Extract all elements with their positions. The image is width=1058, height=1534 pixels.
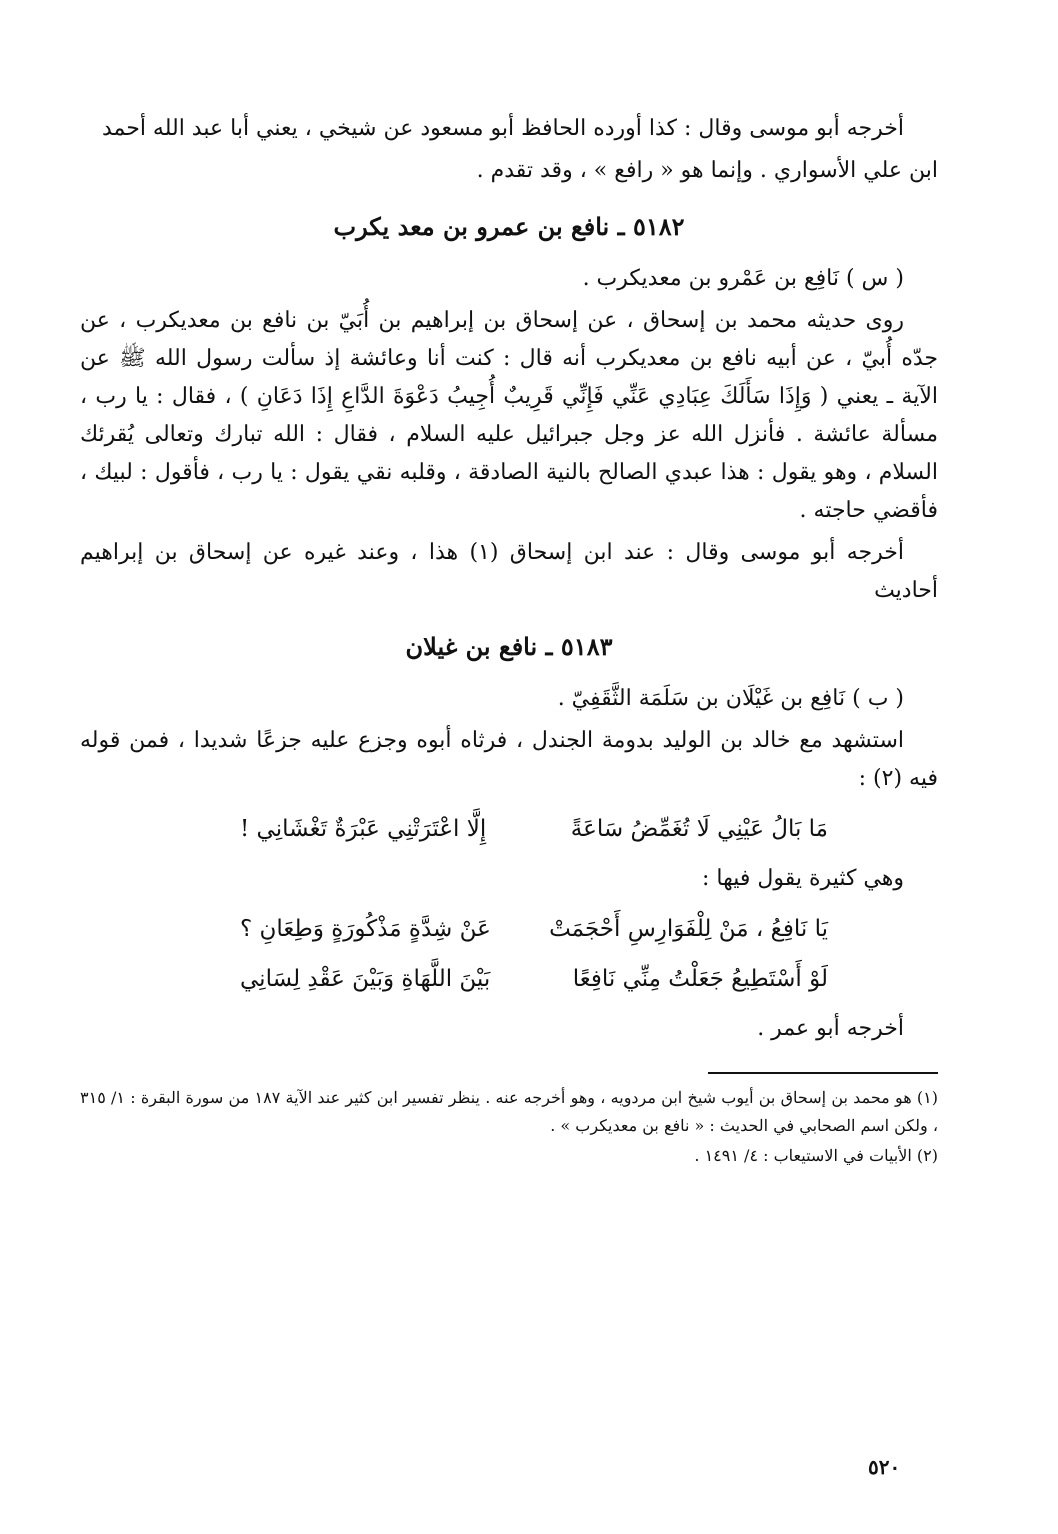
verse-bridge-text: وهي كثيرة يقول فيها : bbox=[702, 866, 904, 891]
intro-line-2: ابن علي الأسواري . وإنما هو « رافع » ، وقد تقدم . bbox=[476, 158, 938, 183]
footnote-1: (١) هو محمد بن إسحاق بن أيوب شيخ ابن مردويه ، وهو أخرجه عنه . ينظر تفسير ابن كثير عند الآية ١٨٧ من سورة البقرة : ١/ ٣١٥ ، ولكن اسم الصحابي في الحديث : « نافع بن معديكرب » . bbox=[80, 1088, 938, 1135]
entry-5183-heading: ٥١٨٣ ـ نافع بن غيلان bbox=[405, 632, 613, 661]
verse-2 bbox=[80, 910, 938, 948]
verse-3-first-hemistich: لَوْ أَسْتَطِيعُ جَعَلْتُ مِنِّي نَافِعًا bbox=[572, 966, 828, 992]
verse-1-second-hemistich: إِلَّا اعْتَرَتْنِي عَبْرَةٌ تَغْشَانِي ! bbox=[240, 816, 487, 842]
verse-3 bbox=[80, 960, 938, 998]
intro-line-1: أخرجه أبو موسى وقال : كذا أورده الحافظ أبو مسعود عن شيخي ، يعني أبا عبد الله أحمد bbox=[101, 116, 904, 141]
entry-5182-body: روى حديثه محمد بن إسحاق ، عن إسحاق بن إبراهيم بن أُبَيّ بن نافع بن معديكرب ، عن جدّه أُبيّ ، عن أبيه نافع بن معديكرب أنه قال : كنت أنا وعائشة إذ سألت رسول الله ﷺ عن الآية ـ يعني ( وَإِذَا سَأَلَكَ عِبَادِي عَنِّي فَإِنِّي قَرِيبٌ أُجِيبُ دَعْوَةَ الدَّاعِ إِذَا دَعَانِ ) ، فقال : يا رب ، مسألة عائشة . فأنزل الله عز وجل جبرائيل عليه السلام ، فقال : الله تبارك وتعالى يُقرئك السلام ، وهو يقول : هذا عبدي الصالح بالنية الصادقة ، وقلبه نقي يقول : يا رب ، فأقول : لبيك ، فأقضي حاجته . bbox=[80, 308, 938, 523]
entry-5183-body: استشهد مع خالد بن الوليد بدومة الجندل ، فرثاه أبوه وجزع عليه جزعًا شديدا ، فمن قوله فيه (٢) : bbox=[80, 728, 938, 791]
verse-3-second-hemistich: بَيْنَ اللَّهَاةِ وَبَيْنَ عَقْدِ لِسَانِي bbox=[240, 966, 491, 992]
entry-5182-heading: ٥١٨٢ ـ نافع بن عمرو بن معد يكرب bbox=[333, 212, 685, 241]
verse-1 bbox=[80, 810, 938, 848]
verse-2-first-hemistich: يَا نَافِعُ ، مَنْ لِلْفَوَارِسِ أَحْجَمَتْ bbox=[549, 916, 828, 942]
footnote-divider bbox=[708, 1072, 938, 1074]
page-number: ٥٢٠ bbox=[868, 1455, 901, 1479]
entry-5183-sigla: ( ب ) نَافِع بن غَيْلَان بن سَلَمَة الثَّقَفِيّ . bbox=[557, 686, 904, 711]
verse-2-second-hemistich: عَنْ شِدَّةٍ مَذْكُورَةٍ وَطِعَانِ ؟ bbox=[240, 916, 491, 942]
entry-5182-sigla: ( س ) نَافِع بن عَمْرو بن معديكرب . bbox=[582, 266, 904, 291]
verse-1-first-hemistich: مَا بَالُ عَيْنِي لَا تُغَمِّضُ سَاعَةً bbox=[570, 816, 828, 842]
footnote-2: (٢) الأبيات في الاستيعاب : ٤/ ١٤٩١ . bbox=[694, 1146, 938, 1165]
entry-5183-closing: أخرجه أبو عمر . bbox=[757, 1016, 904, 1041]
entry-5182-closing: أخرجه أبو موسى وقال : عند ابن إسحاق (١) هذا ، وعند غيره عن إسحاق بن إبراهيم أحاديث bbox=[80, 540, 938, 603]
